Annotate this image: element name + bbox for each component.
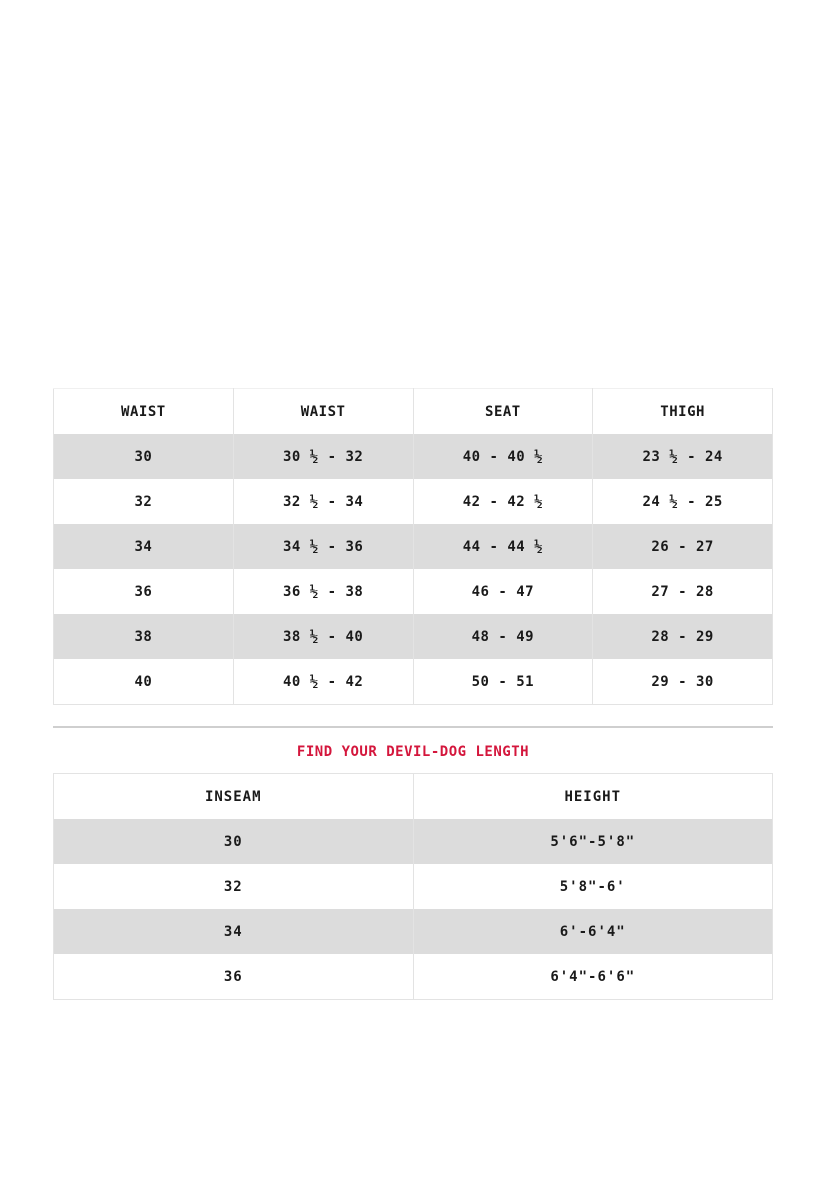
header-waist: WAIST [54, 389, 234, 435]
height-range: 6'-6'4" [413, 909, 773, 954]
section-divider [53, 726, 773, 728]
waist-range: 32 ½ - 34 [233, 479, 413, 524]
inseam-value: 32 [54, 864, 414, 909]
seat-range: 42 - 42 ½ [413, 479, 593, 524]
length-chart-table [53, 773, 773, 1000]
seat-range: 46 - 47 [413, 569, 593, 614]
waist-size: 38 [54, 614, 234, 659]
seat-range: 40 - 40 ½ [413, 434, 593, 479]
table-row [54, 954, 773, 1000]
waist-range: 30 ½ - 32 [233, 434, 413, 479]
table-row [54, 524, 773, 569]
thigh-range: 26 - 27 [593, 524, 773, 569]
seat-range: 50 - 51 [413, 659, 593, 705]
length-section-title: FIND YOUR DEVIL-DOG LENGTH [296, 744, 530, 760]
thigh-range: 27 - 28 [593, 569, 773, 614]
table-row [54, 659, 773, 705]
table-row [54, 479, 773, 524]
table-row [54, 864, 773, 909]
table-row [54, 614, 773, 659]
table-header-row [54, 774, 773, 820]
thigh-range: 28 - 29 [593, 614, 773, 659]
size-chart-table [53, 388, 773, 705]
table-row [54, 434, 773, 479]
waist-size: 32 [54, 479, 234, 524]
waist-range: 36 ½ - 38 [233, 569, 413, 614]
table-row [54, 819, 773, 864]
seat-range: 44 - 44 ½ [413, 524, 593, 569]
waist-size: 34 [54, 524, 234, 569]
inseam-value: 34 [54, 909, 414, 954]
inseam-value: 30 [54, 819, 414, 864]
waist-size: 36 [54, 569, 234, 614]
table-row [54, 909, 773, 954]
waist-range: 34 ½ - 36 [233, 524, 413, 569]
header-waist-range: WAIST [233, 389, 413, 435]
seat-range: 48 - 49 [413, 614, 593, 659]
height-range: 5'6"-5'8" [413, 819, 773, 864]
height-range: 5'8"-6' [413, 864, 773, 909]
header-inseam: INSEAM [54, 774, 414, 820]
waist-size: 40 [54, 659, 234, 705]
table-header-row [54, 389, 773, 435]
header-seat: SEAT [413, 389, 593, 435]
waist-range: 38 ½ - 40 [233, 614, 413, 659]
thigh-range: 29 - 30 [593, 659, 773, 705]
waist-size: 30 [54, 434, 234, 479]
header-thigh: THIGH [593, 389, 773, 435]
waist-range: 40 ½ - 42 [233, 659, 413, 705]
thigh-range: 24 ½ - 25 [593, 479, 773, 524]
inseam-value: 36 [54, 954, 414, 1000]
height-range: 6'4"-6'6" [413, 954, 773, 1000]
thigh-range: 23 ½ - 24 [593, 434, 773, 479]
header-height: HEIGHT [413, 774, 773, 820]
table-row [54, 569, 773, 614]
